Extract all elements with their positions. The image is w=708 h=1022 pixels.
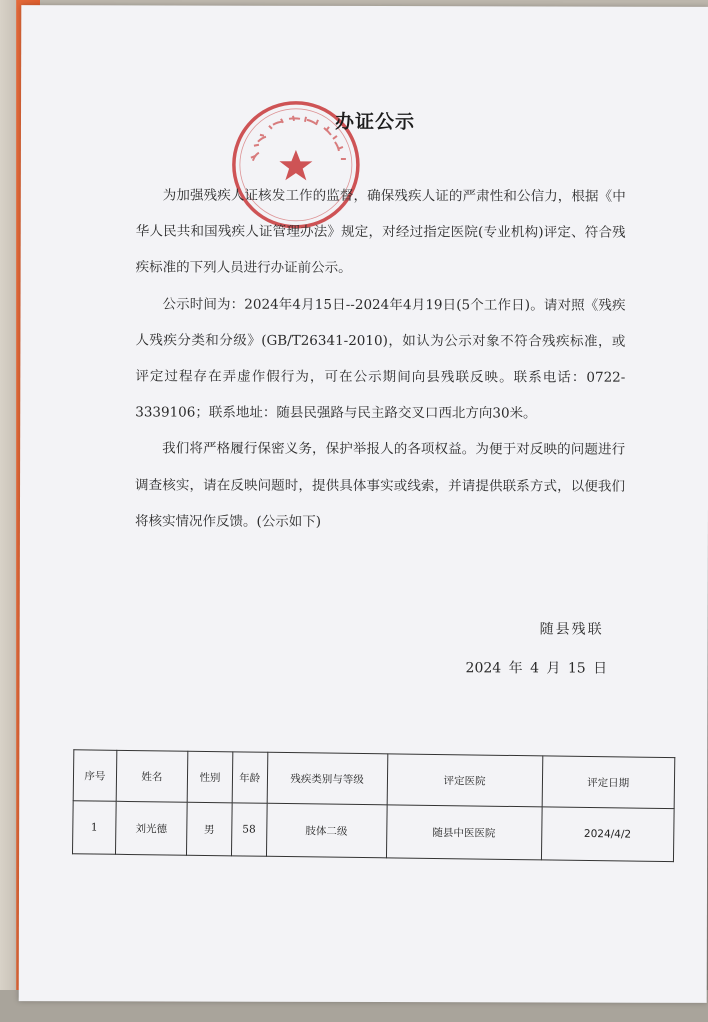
- table-cell-index: 1: [72, 801, 115, 855]
- table-header-cell: 姓名: [116, 750, 188, 802]
- notice-body: [135, 177, 626, 540]
- table-cell-hospital: 随县中医医院: [386, 805, 542, 860]
- signature-organization: 随县残联: [539, 621, 604, 638]
- table-header-cell: 序号: [73, 750, 116, 802]
- paragraph-3: 我们将严格履行保密义务，保护举报人的各项权益。为便于对反映的问题进行调查核实，请在反映问题时，提供具体事实或线索，并请提供联系方式，以便我们将核实情况作反馈。(公示如下): [134, 440, 626, 530]
- table-header-cell: 评定医院: [387, 754, 542, 807]
- paragraph-2: 公示时间为：2024年4月15日--2024年4月19日(5个工作日)。请对照《残疾人残疾分类和分级》(GB/T26341-2010)，如认为公示对象不符合残疾标准，或评定过程存在弄虚作假行为，可在公示期间向县残联反映。联系电话：0722-3339106；联系地址：随县民强路与民主路交叉口西北方向30米。: [135, 296, 626, 422]
- paragraph-1: 为加强残疾人证核发工作的监督，确保残疾人证的严肃性和公信力，根据《中华人民共和国残疾人证管理办法》规定，对经过指定医院(专业机构)评定、符合残疾标准的下列人员进行办证前公示。: [135, 187, 626, 277]
- signature-date: 2024 年 4 月 15 日: [465, 660, 608, 677]
- table-cell-date: 2024/4/2: [541, 807, 674, 862]
- table-header-cell: 残疾类别与等级: [267, 752, 388, 805]
- table-header-cell: 年龄: [232, 752, 267, 803]
- table-header-row: [73, 750, 675, 809]
- table-cell-gender: 男: [187, 802, 233, 856]
- table-header-cell: 评定日期: [542, 756, 675, 809]
- table-header-cell: 性别: [187, 751, 232, 803]
- applicant-table: [72, 749, 675, 862]
- table-cell-disability: 肢体二级: [266, 803, 387, 858]
- table-cell-name: 刘光德: [115, 801, 187, 855]
- table-cell-age: 58: [231, 803, 266, 856]
- notice-sheet: [19, 5, 708, 1003]
- page-title: 办证公示: [334, 110, 416, 134]
- table-row: [72, 801, 674, 862]
